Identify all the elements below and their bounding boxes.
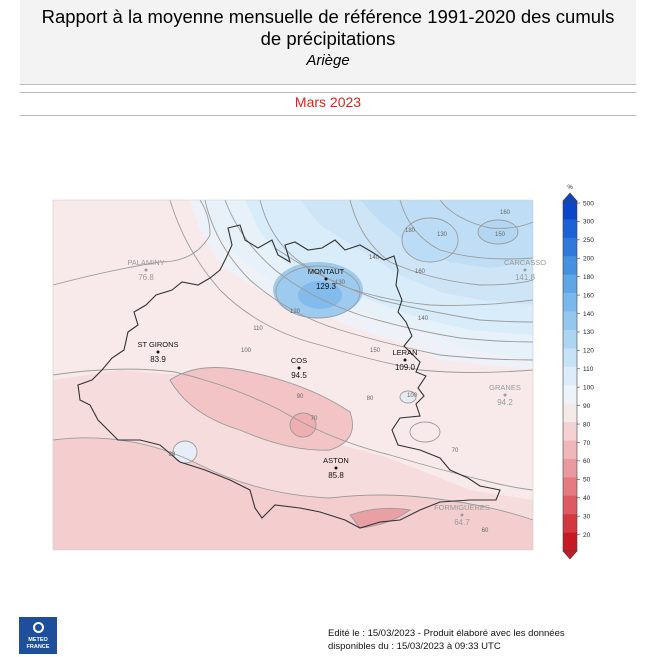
station-value: 64.7 <box>454 518 470 527</box>
colorbar <box>563 185 594 559</box>
contour-label: 140 <box>368 255 380 261</box>
contour-label: 180 <box>404 228 416 234</box>
station-marker <box>325 278 328 281</box>
station-name: COS <box>290 356 308 365</box>
contour-label: 140 <box>417 316 429 322</box>
contour-label: 130 <box>436 232 448 238</box>
colorbar-tick-label: 120 <box>583 347 594 355</box>
logo-emblem-icon <box>33 622 44 633</box>
colorbar-tick-label: 250 <box>583 237 594 245</box>
contour-label: 110 <box>253 326 263 332</box>
station-name: ST GIRONS <box>137 340 179 349</box>
region-name: Ariège <box>306 52 350 69</box>
colorbar-tick-label: 180 <box>583 273 594 281</box>
station-marker <box>298 367 301 370</box>
colorbar-tick-label: 500 <box>583 200 594 208</box>
colorbar-tick-label: 30 <box>583 513 591 521</box>
colorbar-segment <box>563 348 577 367</box>
contour-label: 100 <box>406 393 418 399</box>
station-marker <box>335 467 338 470</box>
contour-label: 160 <box>414 269 426 275</box>
colorbar-segment <box>563 533 577 552</box>
colorbar-tick-label: 100 <box>583 384 594 392</box>
colorbar-tick-label: 60 <box>583 458 591 466</box>
logo-line-2: FRANCE <box>26 644 50 650</box>
station-marker <box>461 514 464 517</box>
colorbar-segment <box>563 312 577 331</box>
footer-note <box>328 628 565 653</box>
colorbar-tick-label: 80 <box>583 421 591 429</box>
station-name: LERAN <box>392 348 418 357</box>
station-marker <box>504 394 507 397</box>
station-value: 109.0 <box>394 363 416 372</box>
station-name: MONTAUT <box>307 267 345 276</box>
colorbar-tick-label: 160 <box>583 292 594 300</box>
colorbar-segment <box>563 256 577 275</box>
station-value: 94.2 <box>497 398 513 407</box>
colorbar-segment <box>563 385 577 404</box>
logo-line-1: METEO <box>28 637 48 643</box>
colorbar-segment <box>563 459 577 478</box>
colorbar-segment <box>563 238 577 257</box>
colorbar-tick-label: 110 <box>583 366 594 374</box>
station-value: 94.5 <box>291 371 307 380</box>
colorbar-segment <box>563 367 577 386</box>
colorbar-segment <box>563 440 577 459</box>
contour-label: 100 <box>240 348 252 354</box>
contour-label: 130 <box>334 280 346 286</box>
station-name: CARCASSO <box>503 258 547 267</box>
station-value: 83.9 <box>150 355 166 364</box>
title-line-2: de précipitations <box>260 28 396 49</box>
colorbar-segment <box>563 477 577 496</box>
station-value: 141.8 <box>514 273 536 282</box>
station-value: 129.3 <box>315 282 337 291</box>
station-marker <box>404 359 407 362</box>
colorbar-tick-label: 20 <box>583 531 591 539</box>
colorbar-segment <box>563 201 577 220</box>
colorbar-tick-label: 90 <box>583 402 591 410</box>
contour-label: 70 <box>310 416 318 422</box>
station-name: PALAMINY <box>127 258 165 267</box>
colorbar-segment <box>563 330 577 349</box>
contour-label: 60 <box>481 528 489 534</box>
meteo-france-logo <box>19 617 57 654</box>
colorbar-min-arrow <box>563 551 577 559</box>
colorbar-max-arrow <box>563 193 577 201</box>
station-marker <box>524 269 527 272</box>
colorbar-tick-label: 200 <box>583 255 594 263</box>
colorbar-segment <box>563 219 577 238</box>
colorbar-tick-label: 140 <box>583 310 594 318</box>
colorbar-tick-label: 70 <box>583 439 591 447</box>
colorbar-tick-label: 40 <box>583 495 591 503</box>
colorbar-unit: % <box>567 185 573 191</box>
title-line-1: Rapport à la moyenne mensuelle de référence 1991-2020 des cumuls <box>41 6 615 27</box>
footer-line-1: Edité le : 15/03/2023 - Produit élaboré avec les données <box>328 628 565 639</box>
footer-line-2: disponibles du : 15/03/2023 à 09:33 UTC <box>328 640 501 652</box>
contour-label: 80 <box>366 396 374 402</box>
station-marker <box>145 269 148 272</box>
colorbar-segment <box>563 293 577 312</box>
station-name: GRANES <box>489 383 521 392</box>
station-value: 85.8 <box>328 471 344 480</box>
colorbar-tick-label: 130 <box>583 329 594 337</box>
colorbar-segment <box>563 404 577 423</box>
contour-label: 90 <box>296 394 304 400</box>
contour-label: 150 <box>494 232 506 238</box>
contour-label: 150 <box>369 348 381 354</box>
colorbar-tick-label: 300 <box>583 218 594 226</box>
colorbar-segment <box>563 496 577 515</box>
contour-label: 80 <box>168 452 176 458</box>
contour-label: 120 <box>289 309 301 315</box>
colorbar-segment <box>563 275 577 294</box>
colorbar-tick-label: 50 <box>583 476 591 484</box>
contour-label: 160 <box>499 210 511 216</box>
station-value: 76.8 <box>138 273 154 282</box>
station-marker <box>157 351 160 354</box>
contour-label: 70 <box>451 448 459 454</box>
period-label: Mars 2023 <box>294 94 362 110</box>
colorbar-segment <box>563 422 577 441</box>
station-name: FORMIGUERES <box>434 503 490 512</box>
station-name: ASTON <box>323 456 349 465</box>
colorbar-segment <box>563 514 577 533</box>
